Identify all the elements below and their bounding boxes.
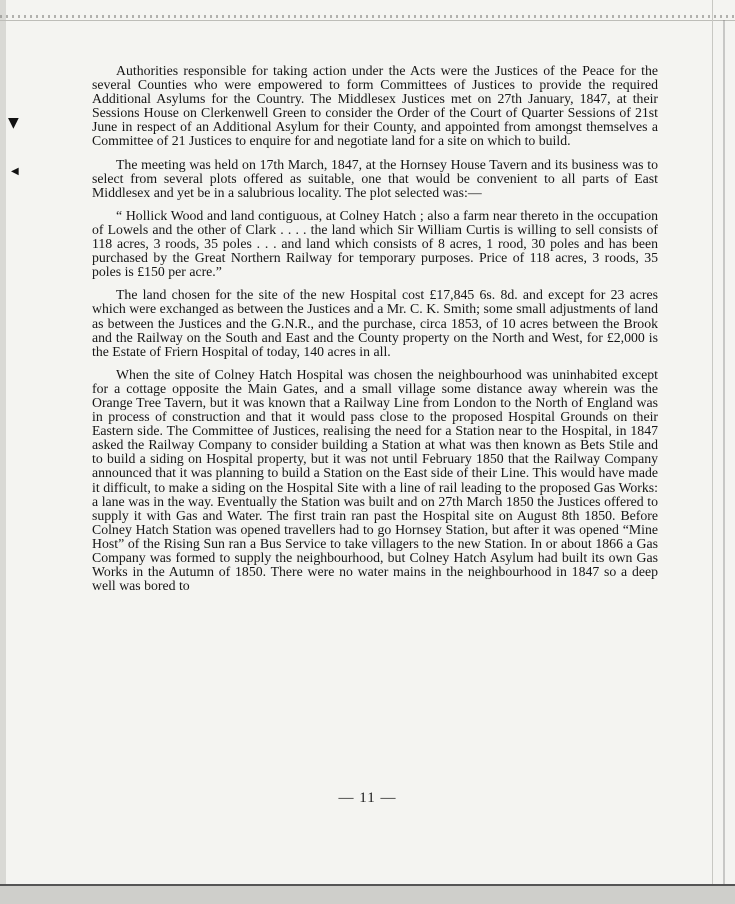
- quote-hollick-wood: “ Hollick Wood and land contiguous, at Colney Hatch ; also a farm near thereto in the occupation of Lowels and the other of Clark . . . . the land which Sir William Curtis is willing to sell consists of 118 acres, 3 roods, 35 poles . . . and land which consists of 8 acres, 1 rood, 30 poles and has been purchased by the Great Northern Railway for temporary purposes. Price of 118 acres, 3 roods, 35 poles is £150 per acre.”: [92, 207, 658, 280]
- paragraph-authorities: Authorities responsible for taking action under the Acts were the Justices of the Peace for the several Counties who were empowered to form Committees of Justices to provide the required Additional Asylums for the Country. The Middlesex Justices met on 27th January, 1847, at their Sessions House on Clerkenwell Green to consider the Order of the Court of Quarter Sessions of 21st June in respect of an Additional Asylum for their County, and appointed from amongst themselves a Committee of 21 Justices to enquire for and negotiate land for a site on which to build.: [92, 63, 658, 149]
- binding-line: [723, 20, 725, 890]
- scan-top-edge: [0, 0, 735, 21]
- scan-right-edge: [712, 0, 735, 904]
- paragraph-land-chosen: The land chosen for the site of the new Hospital cost £17,845 6s. 8d. and except for 23 acres which were exchanged as between the Justices and a Mr. C. K. Smith; some small adjustments of land as between the Justices and the G.N.R., and the purchase, circa 1853, of 10 acres between the Brook and the Railway on the South and East and the County property on the North and West, for £2,000 is the Estate of Friern Hospital of today, 140 acres in all.: [92, 287, 658, 359]
- punch-hole-mark: ◀: [11, 166, 19, 177]
- paragraph-meeting: The meeting was held on 17th March, 1847, at the Hornsey House Tavern and its business was to select from several plots offered as suitable, one that would be convenient to all parts of East Middlesex and yet be in a salubrious locality. The plot selected was:—: [92, 156, 658, 200]
- paragraph-colney-hatch-site: When the site of Colney Hatch Hospital was chosen the neighbourhood was uninhabited except for a cottage opposite the Main Gates, and a small village some distance away wherein was the Orange Tree Tavern, but it was known that a Railway Line from London to the North of England was in process of construction and that it would pass close to the proposed Hospital Grounds on their Eastern side. The Committee of Justices, realising the need for a Station near to the Hospital, in 1847 asked the Railway Company to consider building a Station at what was then known as Bets Stile and to build a siding on Hospital property, but it was not until February 1850 that the Railway Company announced that it was planning to build a Station on the East side of their Line. This would have made it difficult, to make a siding on the Hospital Site with a line of rail leading to the proposed Gas Works: a lane was in the way. Eventually the Station was built and on 27th March 1850 the Justices offered to supply it with Gas and Water. The first train ran past the Hospital site on August 8th 1850. Before Colney Hatch Station was opened travellers had to go Hornsey Station, but after it was opened “Mine Host” of the Rising Sun ran a Bus Service to take villagers to the new Station. In or about 1866 a Gas Company was formed to supply the neighbourhood, but Colney Hatch Asylum had built its own Gas Works in the Autumn of 1850. There were no water mains in the neighbourhood in 1847 so a deep well was bored to: [92, 366, 658, 594]
- scan-bottom-margin: [0, 886, 735, 904]
- punch-hole-mark: ▼: [8, 115, 19, 131]
- scan-left-edge: [0, 0, 6, 904]
- perforation-marks: [0, 15, 735, 18]
- document-body: [92, 64, 658, 593]
- page-number: — 11 —: [338, 790, 397, 806]
